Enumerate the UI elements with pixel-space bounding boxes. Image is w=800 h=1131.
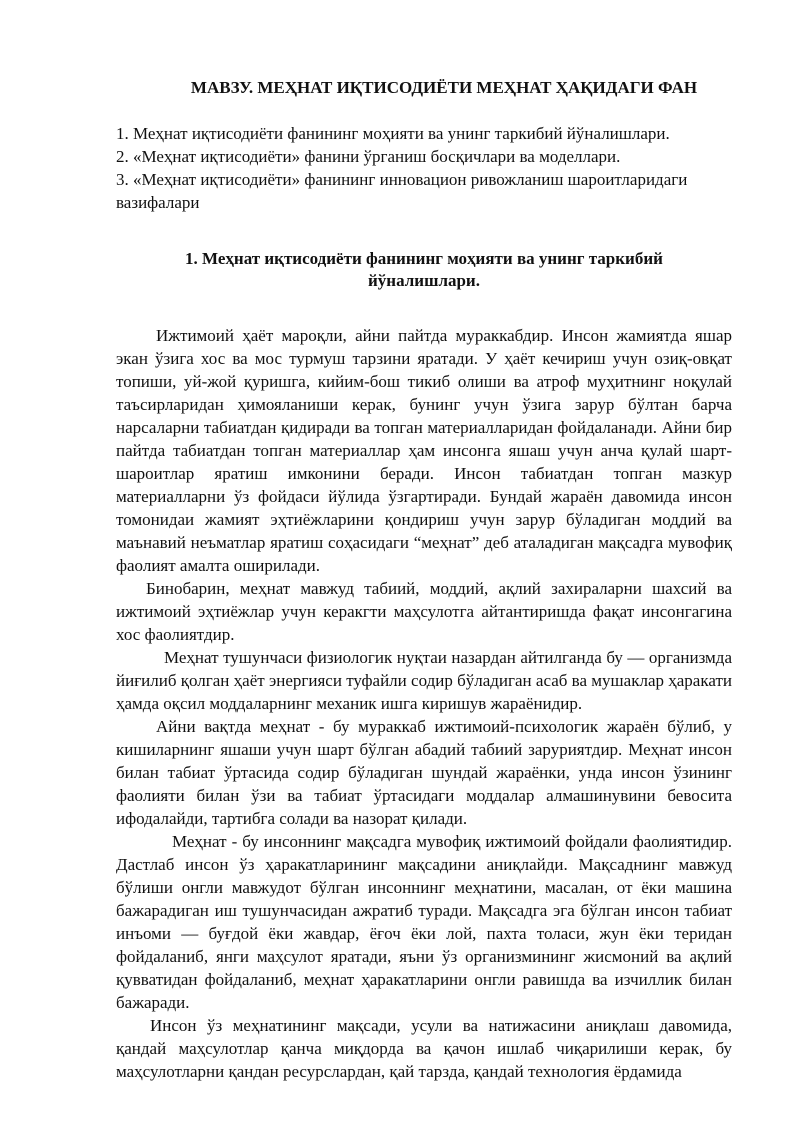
section-heading: 1. Меҳнат иқтисодиёти фанининг моҳияти ва унинг таркибий йўналишлари. (185, 249, 663, 290)
outline-item-2: 2. «Меҳнат иқтисодиёти» фанини ўрганиш босқичлари ва моделлари. (116, 147, 621, 166)
body-text (116, 324, 732, 1083)
paragraph-4: Айни вақтда меҳнат - бу мураккаб ижтимоий-психологик жараён бўлиб, у кишиларнинг яшаши учун шарт бўлган абадий табиий заруриятдир. Меҳнат инсон билан табиат ўртасида содир бўладиган шундай жараёнки, унда инсон ўзининг фаолияти билан ўзи ва табиат ўртасидаги моддалар алмашинувини бевосита ифодалайди, тартибга солади ва назорат қилади. (116, 717, 732, 828)
paragraph-1: Ижтимоий ҳаёт мароқли, айни пайтда мураккабдир. Инсон жамиятда яшар экан ўзига хос ва мос турмуш тарзини яратади. У ҳаёт кечириш учун озиқ-овқат топиши, уй-жой қуришга, кийим-бош тикиб олиши ва атроф муҳитнинг ноқулай таъсирларидан ҳимояланиши керак, бунинг учун ўзига зарур бўлтан барча нарсаларни табиатдан қидиради ва топган материалларидан фойдаланади. Айни бир пайтда табиатдан топган материаллар ҳам инсонга яшаш учун анча қулай шарт-шароитлар яратиш имконини беради. Инсон табиатдан топган мазкур материалларни ўз фойдаси йўлида ўзгартиради. Бундай жараён давомида инсон томонидаи жамият эҳтиёжларини қондириш учун зарур бўладиган моддий ва маънавий неъматлар яратиш соҳасидаги “меҳнат” деб аталадиган мақсадга мувофиқ фаолият амалта оширилади. (116, 326, 732, 575)
outline-item-3: 3. «Меҳнат иқтисодиёти» фанининг инновацион ривожланиш шароитларидаги вазифалари (116, 170, 688, 212)
document-title: МАВЗУ. МЕҲНАТ ИҚТИСОДИЁТИ МЕҲНАТ ҲАҚИДАГИ ФАН (190, 78, 698, 97)
outline-item-1: 1. Меҳнат иқтисодиёти фанининг моҳияти ва унинг таркибий йўналишлари. (116, 124, 670, 143)
paragraph-5: Меҳнат - бу инсоннинг мақсадга мувофиқ ижтимоий фойдали фаолиятидир. Дастлаб инсон ўз ҳаракатларининг мақсадини аниқлайди. Мақсаднинг мавжуд бўлиши онгли мавжудот бўлган инсоннинг меҳнатини, масалан, от ёки машина бажарадиган иш тушунчасидан ажратиб туради. Мақсадга эга бўлган инсон табиат инъоми — буғдой ёки жавдар, ёғоч ёки лой, пахта толаси, жун ёки теридан фойдаланиб, янги маҳсулот яратади, яъни ўз организмининг жисмоний ва ақлий қувватидан фойдаланиб, меҳнат ҳаракатларини онгли равишда ва изчиллик билан бажаради. (116, 832, 732, 1012)
paragraph-6: Инсон ўз меҳнатининг мақсади, усули ва натижасини аниқлаш давомида, қандай маҳсулотлар қанча миқдорда ва қачон ишлаб чиқарилиши керак, бу маҳсулотларни қандан ресурслардан, қай тарзда, қандай технология ёрдамида (116, 1016, 732, 1081)
paragraph-3: Меҳнат тушунчаси физиологик нуқтаи назардан айтилганда бу — организмда йиғилиб қолган ҳаёт энергияси туфайли содир бўладиган асаб ва мушаклар ҳаракати ҳамда оқсил моддаларнинг механик ишга киришув жараёнидир. (116, 648, 732, 713)
paragraph-2: Бинобарин, меҳнат мавжуд табиий, моддий, ақлий захираларни шахсий ва ижтимоий эҳтиёжлар учун керакгти маҳсулотга айтантиришда фақат инсонгагина хос фаолиятдир. (116, 579, 732, 644)
topic-outline (116, 122, 732, 214)
